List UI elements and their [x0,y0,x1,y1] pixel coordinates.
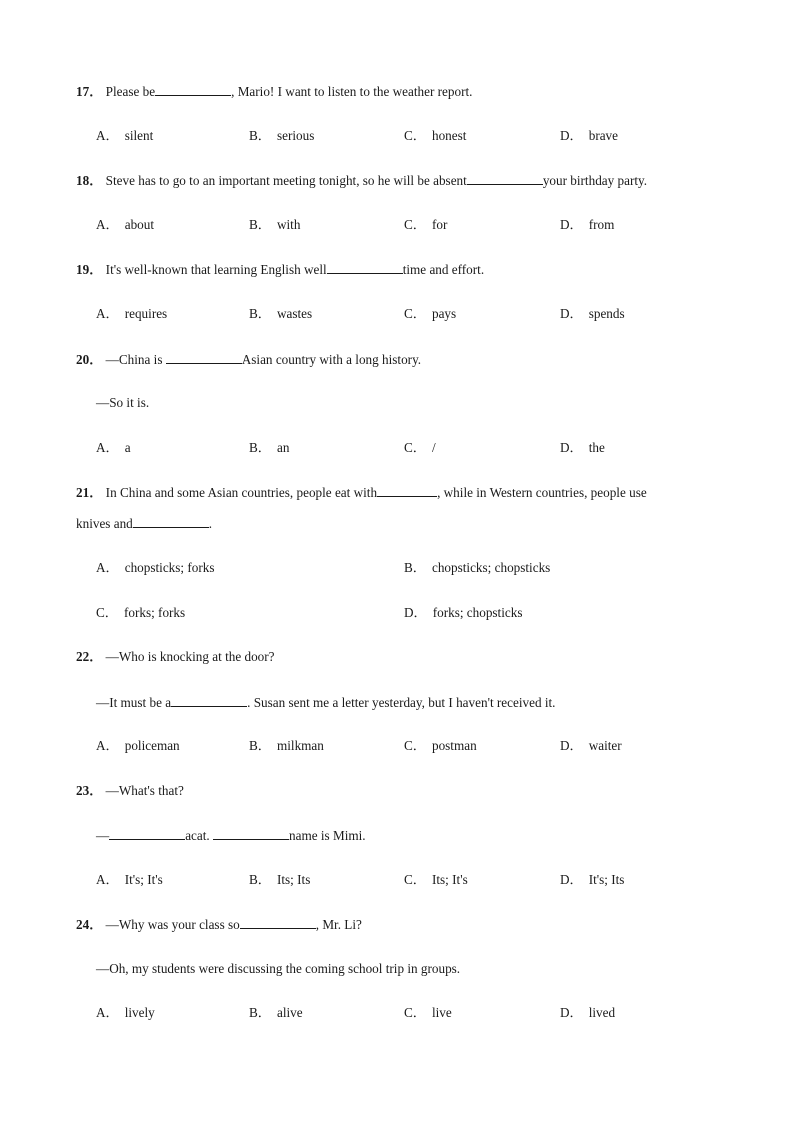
stem-text-before: It's well-known that learning English well [105,262,327,277]
option-a[interactable]: A． policeman [96,738,180,753]
option-a[interactable]: A． chopsticks; forks [96,560,215,575]
option-a[interactable]: A． silent [96,128,154,143]
stem-text-before: —Why was your class so [105,917,240,932]
reply-text-before: —It must be a [96,695,172,710]
option-c[interactable]: C． Its; It's [404,872,468,887]
dialogue-reply [96,694,555,711]
stem-text-after: your birthday party. [542,173,648,188]
option-a[interactable]: A． a [96,440,131,455]
stem-text-after: time and effort. [402,262,485,277]
question-18-stem [76,172,647,189]
option-a[interactable]: A． requires [96,306,168,321]
question-number: 24． [76,917,103,932]
question-24-stem [76,916,362,933]
dialogue-reply: —So it is. [96,395,150,410]
option-d[interactable]: D． lived [560,1005,616,1020]
stem-text-after: . [208,516,213,531]
answer-blank [109,827,185,840]
reply-text-after: name is Mimi. [289,828,366,843]
stem-text-after: , Mario! I want to listen to the weather report. [231,84,473,99]
option-c[interactable]: C． / [404,440,436,455]
stem-text-before: knives and [76,516,133,531]
answer-blank [155,83,231,96]
option-b[interactable]: B． alive [249,1005,303,1020]
question-number: 21． [76,485,103,500]
answer-blank [240,916,316,929]
stem-text: —Who is knocking at the door? [105,649,275,664]
option-b[interactable]: B． wastes [249,306,313,321]
option-d[interactable]: D． from [560,217,615,232]
question-21-stem-continued [76,515,212,532]
stem-text-before: In China and some Asian countries, people eat with [105,485,378,500]
question-number: 22． [76,649,103,664]
answer-blank [213,827,289,840]
reply-text-before: — [96,828,110,843]
answer-blank [377,484,437,497]
option-a[interactable]: A． lively [96,1005,155,1020]
stem-text-before: Please be [105,84,156,99]
option-b[interactable]: B． an [249,440,290,455]
stem-text-after: , Mr. Li? [315,917,362,932]
stem-text-after: Asian country with a long history. [241,352,422,367]
reply-text-after: . Susan sent me a letter yesterday, but I haven't received it. [247,695,556,710]
option-d[interactable]: D． spends [560,306,625,321]
option-c[interactable]: C． forks; forks [96,605,186,620]
option-b[interactable]: B． serious [249,128,315,143]
option-c[interactable]: C． live [404,1005,452,1020]
stem-text: —What's that? [105,783,184,798]
answer-blank [171,694,247,707]
dialogue-reply [96,827,366,844]
option-a[interactable]: A． about [96,217,155,232]
stem-text-before: —China is [105,352,166,367]
option-d[interactable]: D． brave [560,128,619,143]
option-d[interactable]: D． the [560,440,605,455]
answer-blank [467,172,543,185]
question-number: 23． [76,783,103,798]
question-20-stem [76,351,421,368]
answer-blank [133,515,209,528]
option-a[interactable]: A． It's; It's [96,872,163,887]
stem-text-after: , while in Western countries, people use [437,485,647,500]
stem-text-before: Steve has to go to an important meeting tonight, so he will be absent [105,173,467,188]
question-number: 17． [76,84,103,99]
option-c[interactable]: C． postman [404,738,477,753]
question-19-stem [76,261,484,278]
option-b[interactable]: B． with [249,217,301,232]
question-21-stem [76,484,647,501]
question-number: 19． [76,262,103,277]
option-c[interactable]: C． for [404,217,448,232]
answer-blank [166,351,242,364]
option-d[interactable]: D． forks; chopsticks [404,605,523,620]
option-d[interactable]: D． waiter [560,738,622,753]
question-number: 20． [76,352,103,367]
question-22-stem [76,649,275,665]
option-b[interactable]: B． Its; Its [249,872,311,887]
question-number: 18． [76,173,103,188]
question-17-stem [76,83,472,100]
question-23-stem [76,783,184,799]
option-c[interactable]: C． honest [404,128,467,143]
answer-blank [327,261,403,274]
option-d[interactable]: D． It's; Its [560,872,625,887]
option-b[interactable]: B． chopsticks; chopsticks [404,560,551,575]
option-b[interactable]: B． milkman [249,738,324,753]
reply-text-middle: acat. [185,828,214,843]
option-c[interactable]: C． pays [404,306,457,321]
dialogue-reply: —Oh, my students were discussing the coming school trip in groups. [96,961,461,976]
